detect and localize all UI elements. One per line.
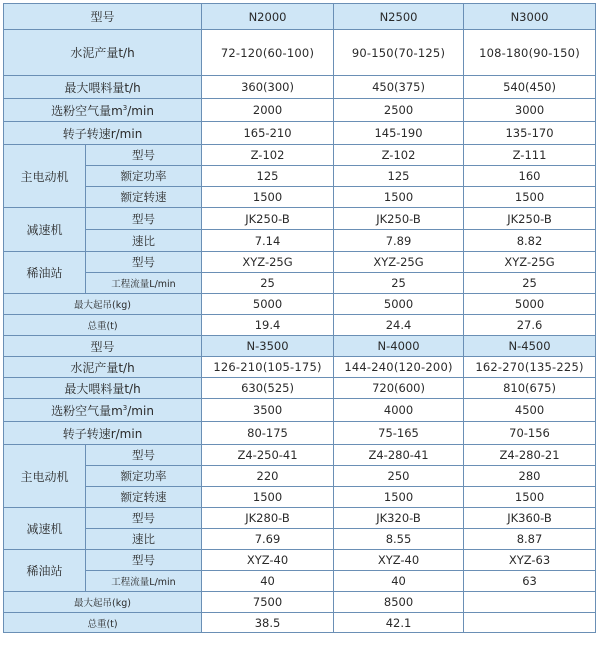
spec-row-oil-model (4, 550, 596, 571)
label-part: /min (127, 403, 154, 418)
cell-value: JK360-B (464, 508, 596, 529)
cell-value: 5000 (464, 294, 596, 315)
cell-value: 360(300) (202, 76, 334, 99)
row-label: 最大喂料量t/h (4, 76, 202, 99)
cell-value: 5000 (334, 294, 464, 315)
model-header-label: 型号 (4, 4, 202, 30)
cell-value: JK250-B (334, 208, 464, 230)
cell-value: 25 (464, 273, 596, 294)
row-label: 额定功率 (86, 166, 202, 187)
cell-value: Z-111 (464, 145, 596, 166)
cell-value: 8500 (334, 592, 464, 613)
cell-value: 810(675) (464, 378, 596, 399)
cell-value: 108-180(90-150) (464, 30, 596, 76)
header-row (4, 336, 596, 357)
row-label (4, 399, 202, 422)
spec-row-reducer-model (4, 208, 596, 230)
cell-value: 72-120(60-100) (202, 30, 334, 76)
spec-row-air-volume (4, 99, 596, 122)
spec-row-max-lift (4, 592, 596, 613)
spec-row-oil-model (4, 252, 596, 273)
cell-value: JK250-B (464, 208, 596, 230)
cell-value: 1500 (334, 187, 464, 208)
cell-value: 8.87 (464, 529, 596, 550)
row-label: 型号 (86, 208, 202, 230)
row-label: 水泥产量t/h (4, 357, 202, 378)
cell-value: 2500 (334, 99, 464, 122)
cell-value: 8.82 (464, 230, 596, 252)
cell-value: 63 (464, 571, 596, 592)
cell-value: 1500 (202, 487, 334, 508)
cell-value: 7.14 (202, 230, 334, 252)
cell-value: JK280-B (202, 508, 334, 529)
cell-value: 42.1 (334, 613, 464, 633)
spec-row-motor-speed (4, 187, 596, 208)
row-label: 型号 (86, 145, 202, 166)
row-label: 最大喂料量t/h (4, 378, 202, 399)
row-label: 水泥产量t/h (4, 30, 202, 76)
cell-value: 2000 (202, 99, 334, 122)
model-name: N-4500 (464, 336, 596, 357)
spec-row-oil-flow (4, 273, 596, 294)
spec-row-cement-output (4, 357, 596, 378)
cell-value: 40 (202, 571, 334, 592)
cell-value: 5000 (202, 294, 334, 315)
cell-value (464, 592, 596, 613)
cell-value: 125 (202, 166, 334, 187)
cell-value: 145-190 (334, 122, 464, 145)
cell-value: 165-210 (202, 122, 334, 145)
model-name: N2000 (202, 4, 334, 30)
spec-row-max-feed (4, 378, 596, 399)
group-label-oil-station: 稀油站 (4, 550, 86, 592)
label-part: /min (127, 103, 154, 118)
cell-value: Z4-280-21 (464, 445, 596, 466)
row-label: 额定功率 (86, 466, 202, 487)
spec-row-max-lift (4, 294, 596, 315)
spec-row-rotor-speed (4, 422, 596, 445)
model-name: N-4000 (334, 336, 464, 357)
row-label: 最大起吊(kg) (4, 294, 202, 315)
model-header-label: 型号 (4, 336, 202, 357)
group-label-motor: 主电动机 (4, 145, 86, 208)
cell-value: 125 (334, 166, 464, 187)
spec-row-reducer-ratio (4, 230, 596, 252)
label-superscript: 3 (122, 103, 128, 112)
cell-value: 540(450) (464, 76, 596, 99)
spec-row-oil-flow (4, 571, 596, 592)
cell-value: 126-210(105-175) (202, 357, 334, 378)
spec-row-motor-power (4, 466, 596, 487)
cell-value: 19.4 (202, 315, 334, 336)
cell-value: 1500 (334, 487, 464, 508)
cell-value: 280 (464, 466, 596, 487)
group-label-motor: 主电动机 (4, 445, 86, 508)
spec-row-air-volume (4, 399, 596, 422)
row-label: 转子转速r/min (4, 122, 202, 145)
cell-value: XYZ-63 (464, 550, 596, 571)
spec-row-motor-model (4, 145, 596, 166)
cell-value: 3500 (202, 399, 334, 422)
row-label: 型号 (86, 508, 202, 529)
cell-value: 38.5 (202, 613, 334, 633)
cell-value: XYZ-40 (334, 550, 464, 571)
cell-value: Z-102 (334, 145, 464, 166)
row-label: 型号 (86, 445, 202, 466)
spec-row-max-feed (4, 76, 596, 99)
cell-value: 3000 (464, 99, 596, 122)
cell-value: 8.55 (334, 529, 464, 550)
spec-table-wrapper (3, 3, 596, 633)
cell-value: 144-240(120-200) (334, 357, 464, 378)
spec-row-cement-output (4, 30, 596, 76)
model-name: N3000 (464, 4, 596, 30)
row-label: 额定转速 (86, 187, 202, 208)
cell-value: XYZ-25G (202, 252, 334, 273)
row-label: 总重(t) (4, 315, 202, 336)
row-label: 总重(t) (4, 613, 202, 633)
label-part: 选粉空气量m (51, 403, 123, 418)
cell-value: 7.89 (334, 230, 464, 252)
group-label-reducer: 减速机 (4, 508, 86, 550)
cell-value: 720(600) (334, 378, 464, 399)
cell-value: 40 (334, 571, 464, 592)
label-superscript: 3 (122, 403, 128, 412)
cell-value: 7.69 (202, 529, 334, 550)
cell-value: 1500 (202, 187, 334, 208)
row-label: 型号 (86, 550, 202, 571)
cell-value: 162-270(135-225) (464, 357, 596, 378)
cell-value: JK320-B (334, 508, 464, 529)
cell-value: 135-170 (464, 122, 596, 145)
row-label: 额定转速 (86, 487, 202, 508)
cell-value: 630(525) (202, 378, 334, 399)
cell-value: XYZ-40 (202, 550, 334, 571)
spec-row-total-weight (4, 613, 596, 633)
cell-value: 27.6 (464, 315, 596, 336)
model-name: N2500 (334, 4, 464, 30)
cell-value: JK250-B (202, 208, 334, 230)
cell-value: XYZ-25G (464, 252, 596, 273)
cell-value: 250 (334, 466, 464, 487)
spec-row-rotor-speed (4, 122, 596, 145)
row-label: 工程流量L/min (86, 273, 202, 294)
cell-value: 4500 (464, 399, 596, 422)
cell-value: 90-150(70-125) (334, 30, 464, 76)
spec-row-motor-model (4, 445, 596, 466)
cell-value: 1500 (464, 487, 596, 508)
row-label (4, 99, 202, 122)
cell-value: 24.4 (334, 315, 464, 336)
cell-value: 75-165 (334, 422, 464, 445)
cell-value: 450(375) (334, 76, 464, 99)
cell-value: 160 (464, 166, 596, 187)
cell-value: XYZ-25G (334, 252, 464, 273)
cell-value: Z4-280-41 (334, 445, 464, 466)
spec-row-motor-power (4, 166, 596, 187)
row-label: 速比 (86, 230, 202, 252)
row-label: 转子转速r/min (4, 422, 202, 445)
cell-value: 220 (202, 466, 334, 487)
cell-value: 1500 (464, 187, 596, 208)
group-label-oil-station: 稀油站 (4, 252, 86, 294)
spec-row-total-weight (4, 315, 596, 336)
cell-value: Z-102 (202, 145, 334, 166)
cell-value: 70-156 (464, 422, 596, 445)
group-label-reducer: 减速机 (4, 208, 86, 252)
cell-value: 7500 (202, 592, 334, 613)
spec-table (3, 3, 596, 633)
row-label: 工程流量L/min (86, 571, 202, 592)
spec-row-motor-speed (4, 487, 596, 508)
row-label: 型号 (86, 252, 202, 273)
header-row (4, 4, 596, 30)
label-part: 选粉空气量m (51, 103, 123, 118)
row-label: 速比 (86, 529, 202, 550)
cell-value: 25 (334, 273, 464, 294)
cell-value: Z4-250-41 (202, 445, 334, 466)
model-name: N-3500 (202, 336, 334, 357)
cell-value: 4000 (334, 399, 464, 422)
cell-value: 80-175 (202, 422, 334, 445)
spec-row-reducer-ratio (4, 529, 596, 550)
cell-value (464, 613, 596, 633)
spec-row-reducer-model (4, 508, 596, 529)
row-label: 最大起吊(kg) (4, 592, 202, 613)
cell-value: 25 (202, 273, 334, 294)
